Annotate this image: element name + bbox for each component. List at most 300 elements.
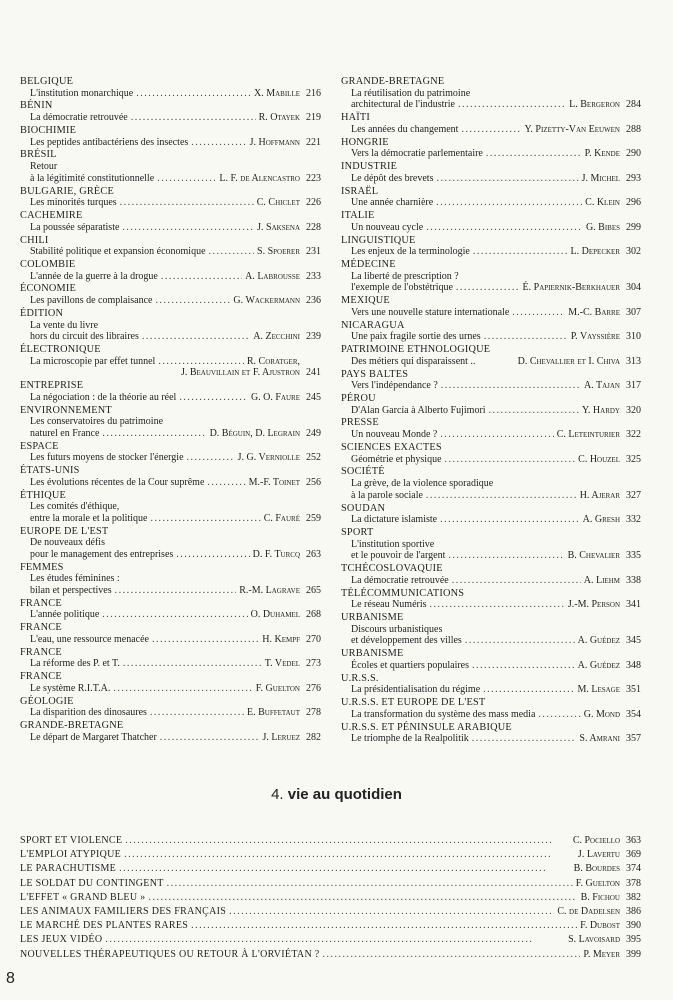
page-ref: 278 <box>306 707 321 719</box>
toc-line <box>341 282 641 294</box>
toc-category: TCHÉCOSLOVAQUIE <box>341 563 443 575</box>
article-author: B. Chevalier <box>567 550 620 562</box>
toc-entry <box>20 526 321 561</box>
article-title: L'eau, une ressource menacée <box>30 633 149 645</box>
leader-dots <box>473 246 568 258</box>
toc-entry <box>20 149 321 184</box>
page-ref: 233 <box>306 270 321 282</box>
article-title: Les enjeux de la terminologie <box>351 246 470 258</box>
page-ref: 338 <box>626 574 641 586</box>
toc-category: SOCIÉTÉ <box>341 466 385 478</box>
toc-line <box>341 660 641 672</box>
leader-dots <box>436 197 582 209</box>
toc-line <box>20 392 321 404</box>
article-title: Un nouveau Monde ? <box>351 429 438 441</box>
toc-line <box>341 197 641 209</box>
article-author: S. Lavoisard <box>568 934 620 946</box>
toc-line <box>20 634 321 646</box>
toc-category: PAYS BALTES <box>341 368 409 380</box>
leader-dots <box>191 919 577 933</box>
toc-entry <box>341 76 641 111</box>
article-title: Un nouveau cycle <box>351 221 424 233</box>
toc-category: FRANCE <box>20 646 62 658</box>
toc-right-column <box>341 76 641 746</box>
toc-category: U.R.S.S. <box>341 672 379 684</box>
article-title: La réforme des P. et T. <box>30 658 120 670</box>
toc-line <box>341 550 641 562</box>
article-title: L'EMPLOI ATYPIQUE <box>20 849 122 861</box>
article-title: LES ANIMAUX FAMILIERS DES FRANÇAIS <box>20 906 227 918</box>
article-author: Y. Hardy <box>582 404 620 416</box>
toc-category: BELGIQUE <box>20 76 74 87</box>
toc-category: URBANISME <box>341 612 404 624</box>
article-title: Une année charnière <box>351 197 434 209</box>
article-author: D. Chevallier et I. Chiva <box>517 355 620 367</box>
article-author: C. de Dadelsen <box>557 906 620 918</box>
toc-entry <box>20 598 321 621</box>
article-title: L'année politique <box>30 609 100 621</box>
leader-dots <box>150 513 260 525</box>
leader-dots <box>426 222 583 234</box>
toc-entry <box>20 647 321 670</box>
leader-dots <box>441 380 581 392</box>
article-author: C. Houzel <box>578 453 620 465</box>
toc-category: MÉDECINE <box>341 258 396 270</box>
toc-entry <box>341 527 641 562</box>
daily-item <box>20 933 641 947</box>
toc-entry <box>341 673 641 696</box>
toc-category: BÉNIN <box>20 100 53 112</box>
toc-entry <box>20 562 321 597</box>
toc-entry <box>341 320 641 343</box>
article-title: La vente du livre <box>30 319 99 331</box>
article-title: Les études féminines : <box>30 573 120 585</box>
article-author: A. Zecchini <box>253 331 300 343</box>
page-ref: 256 <box>306 476 321 488</box>
toc-category: LINGUISTIQUE <box>341 234 416 246</box>
toc-category: ÉCONOMIE <box>20 283 76 295</box>
toc-category: ÉTHIQUE <box>20 489 67 501</box>
article-title: Vers l'indépendance ? <box>351 380 438 392</box>
toc-line <box>341 331 641 343</box>
article-title: Géométrie et physique <box>351 453 442 465</box>
toc-line <box>20 537 321 549</box>
toc-line <box>341 271 641 283</box>
article-author: J. Leruez <box>262 731 300 743</box>
leader-dots <box>430 599 565 611</box>
toc-category: TÉLÉCOMMUNICATIONS <box>341 587 465 599</box>
page-ref: 288 <box>626 123 641 135</box>
article-title: Les années du changement <box>351 123 459 135</box>
article-author: G. Mond <box>583 708 620 720</box>
toc-line <box>20 295 321 307</box>
toc-entry <box>20 210 321 233</box>
article-title: et développement des villes <box>351 635 462 647</box>
article-title: Une paix fragile sortie des urnes <box>351 331 481 343</box>
toc-category: ÉTATS-UNIS <box>20 465 80 477</box>
article-author: H. Ajerar <box>579 489 620 501</box>
article-author: G. Wackermann <box>233 295 300 307</box>
toc-line <box>341 575 641 587</box>
page-ref: 226 <box>306 197 321 209</box>
page-ref: 325 <box>626 453 641 465</box>
article-title: Vers la démocratie parlementaire <box>351 148 483 160</box>
article-title: La négociation : de la théorie au réel <box>30 391 177 403</box>
toc-category: PATRIMOINE ETHNOLOGIQUE <box>341 344 491 356</box>
toc-entry <box>341 648 641 671</box>
toc-category: SCIENCES EXACTES <box>341 441 442 453</box>
leader-dots <box>465 635 575 647</box>
leader-dots <box>158 356 244 368</box>
article-title: Vers une nouvelle stature internationale <box>351 306 510 318</box>
page-ref: 386 <box>626 906 641 918</box>
toc-entry <box>341 210 641 233</box>
toc-entry <box>341 417 641 440</box>
toc-entry <box>341 161 641 184</box>
daily-item <box>20 877 641 891</box>
article-author: F. Dubost <box>580 920 620 932</box>
toc-category: PÉROU <box>341 393 376 404</box>
article-author: O. Duhamel <box>250 609 300 621</box>
toc-category: FEMMES <box>20 561 64 573</box>
leader-dots <box>461 124 521 136</box>
page-ref: 382 <box>626 891 641 903</box>
article-title: bilan et perspectives <box>30 584 112 596</box>
article-title: à la légitimité constitutionnelle <box>30 172 155 184</box>
article-title: entre la morale et la politique <box>30 512 148 524</box>
toc-category: URBANISME <box>341 648 404 660</box>
toc-category: ENVIRONNEMENT <box>20 404 112 416</box>
article-title: L'institution sportive <box>351 538 435 550</box>
page-ref: 282 <box>306 731 321 743</box>
toc-category: NICARAGUA <box>341 319 405 331</box>
article-title: La dictature islamiste <box>351 514 438 526</box>
toc-line <box>341 454 641 466</box>
toc-entry <box>341 612 641 647</box>
toc-entry <box>20 380 321 403</box>
article-author: M. Lesage <box>577 684 620 696</box>
article-title: Les futurs moyens de stocker l'énergie <box>30 452 184 464</box>
page-ref: 348 <box>626 659 641 671</box>
toc-line <box>341 490 641 502</box>
toc-entry <box>341 442 641 465</box>
leader-dots <box>160 732 260 744</box>
article-title: La microscopie par effet tunnel <box>30 355 156 367</box>
toc-category: ENTREPRISE <box>20 380 84 392</box>
toc-line <box>20 271 321 283</box>
toc-entry <box>341 722 641 745</box>
article-title: Le dépôt des brevets <box>351 172 434 184</box>
toc-entry <box>341 588 641 611</box>
toc-line <box>20 222 321 234</box>
toc-entry <box>20 186 321 209</box>
article-author: A. Liehm <box>583 574 620 586</box>
article-title: La démocratie retrouvée <box>30 112 128 124</box>
page-ref: 263 <box>306 548 321 560</box>
page-ref: 363 <box>626 835 641 846</box>
article-author: J. Saksena <box>257 221 300 233</box>
toc-line <box>20 683 321 695</box>
article-author: A. Guédez <box>577 659 620 671</box>
toc-line <box>20 501 321 513</box>
article-author: H. Kempf <box>262 633 300 645</box>
toc-line <box>20 173 321 185</box>
page-ref: 290 <box>626 148 641 160</box>
page-ref: 335 <box>626 550 641 562</box>
page-ref: 341 <box>626 599 641 611</box>
toc-line <box>20 320 321 332</box>
page-ref: 249 <box>306 427 321 439</box>
article-title: et le pouvoir de l'argent <box>351 550 446 562</box>
article-author: J.-M. Person <box>567 599 620 611</box>
toc-category: HONGRIE <box>341 136 389 148</box>
daily-item <box>20 948 641 962</box>
leader-dots <box>176 549 249 561</box>
leader-dots <box>102 428 206 440</box>
toc-category: BIOCHIMIE <box>20 124 77 136</box>
leader-dots <box>472 660 575 672</box>
toc-line <box>20 88 321 100</box>
page-ref: 378 <box>626 877 641 889</box>
toc-line <box>341 684 641 696</box>
article-title: Le départ de Margaret Thatcher <box>30 731 157 743</box>
section-title-text: vie au quotidien <box>287 786 402 803</box>
toc-category: GRANDE-BRETAGNE <box>20 720 124 732</box>
page-ref: 239 <box>306 331 321 343</box>
article-title: Stabilité politique et expansion économique <box>30 246 206 258</box>
toc-left-column <box>20 76 321 745</box>
page-ref: 236 <box>306 295 321 307</box>
page-ref: 231 <box>306 246 321 258</box>
article-title: L'institution monarchique <box>30 87 134 99</box>
toc-entry <box>20 344 321 379</box>
toc-category: BULGARIE, GRÈCE <box>20 185 114 197</box>
page-ref: 259 <box>306 512 321 524</box>
toc-entry <box>341 295 641 318</box>
section-title <box>0 786 673 803</box>
article-author: B. Fichou <box>580 891 620 903</box>
page-ref: 399 <box>626 948 641 960</box>
article-author: A. Guédez <box>577 635 620 647</box>
leader-dots <box>123 658 262 670</box>
toc-category: SPORT <box>341 527 374 539</box>
leader-dots <box>155 295 230 307</box>
article-title: Les évolutions récentes de la Cour suprême <box>30 476 205 488</box>
article-title: Des métiers qui disparaissent .. <box>351 355 476 367</box>
toc-line <box>20 161 321 173</box>
article-title: Les pavillons de complaisance <box>30 295 153 307</box>
toc-line <box>341 624 641 636</box>
article-author: J. G. Vernioll​e <box>237 452 300 464</box>
toc-category: FRANCE <box>20 622 62 634</box>
leader-dots <box>157 173 216 185</box>
leader-dots <box>161 271 242 283</box>
leader-dots <box>452 575 581 587</box>
page-ref: 322 <box>626 429 641 441</box>
leader-dots <box>191 137 246 149</box>
article-author: R. Coratger, <box>246 355 300 367</box>
page-ref: 245 <box>306 391 321 403</box>
toc-entry <box>341 186 641 209</box>
toc-entry <box>20 100 321 123</box>
article-author: G. Bibes <box>585 221 620 233</box>
toc-entry <box>20 465 321 488</box>
article-author: L. Bergeron <box>569 99 620 111</box>
leader-dots <box>122 222 254 234</box>
toc-line <box>20 549 321 561</box>
toc-line <box>20 513 321 525</box>
page-ref: 374 <box>626 863 641 875</box>
toc-line <box>20 416 321 428</box>
article-title: LE MARCHÉ DES PLANTES RARES <box>20 920 189 932</box>
article-author: P. Meyer <box>583 948 620 960</box>
article-title: Les conservatoires du patrimoine <box>30 416 164 428</box>
toc-category: GRANDE-BRETAGNE <box>341 76 445 87</box>
toc-entry <box>341 466 641 501</box>
toc-category: FRANCE <box>20 671 62 683</box>
toc-entry <box>20 125 321 148</box>
article-author: Y. Pizetty-Van Eeuwen <box>524 123 620 135</box>
toc-entry <box>20 259 321 282</box>
leader-dots <box>102 609 247 621</box>
article-author: M.-C. Barre <box>568 306 620 318</box>
leader-dots <box>483 684 574 696</box>
toc-line <box>341 99 641 111</box>
article-author: P. Vayssière <box>570 331 620 343</box>
toc-line <box>20 428 321 440</box>
toc-entry <box>341 137 641 160</box>
leader-dots <box>142 331 250 343</box>
leader-dots <box>440 514 580 526</box>
toc-line <box>341 405 641 417</box>
article-title: De nouveaux défis <box>30 537 105 549</box>
leader-dots <box>152 634 259 646</box>
toc-line <box>20 137 321 149</box>
article-title: Discours urbanistiques <box>351 623 443 635</box>
toc-category: PRESSE <box>341 417 379 429</box>
toc-category: ISRAËL <box>341 185 379 197</box>
article-author: A. Labrousse <box>245 270 300 282</box>
toc-line <box>341 356 641 368</box>
article-author: A. Tajan <box>583 380 620 392</box>
toc-line <box>341 709 641 721</box>
toc-entry <box>341 393 641 416</box>
article-author: D. F. Turcq <box>252 548 300 560</box>
leader-dots <box>538 709 580 721</box>
page-ref: 317 <box>626 380 641 392</box>
article-title: Le réseau Numéris <box>351 599 427 611</box>
page-ref: 304 <box>626 282 641 294</box>
daily-item <box>20 862 641 876</box>
leader-dots <box>150 707 244 719</box>
page-number: 8 <box>6 970 15 987</box>
leader-dots <box>119 862 571 876</box>
article-title: La démocratie retrouvée <box>351 574 449 586</box>
daily-item <box>20 905 641 919</box>
article-title: pour le management des entreprises <box>30 548 174 560</box>
leader-dots <box>436 173 578 185</box>
article-title: LE SOLDAT DU CONTINGENT <box>20 877 164 889</box>
toc-line <box>20 452 321 464</box>
leader-dots <box>167 877 573 891</box>
page-ref: 320 <box>626 404 641 416</box>
leader-dots <box>125 834 570 848</box>
article-title: Retour <box>30 161 58 173</box>
page-ref: 228 <box>306 221 321 233</box>
toc-category: U.R.S.S. ET EUROPE DE L'EST <box>341 697 486 709</box>
article-title: La réutilisation du patrimoine <box>351 87 471 99</box>
toc-line <box>341 478 641 490</box>
toc-entry <box>20 720 321 743</box>
article-author: R.-M. Lagrave <box>239 584 300 596</box>
article-title: La disparition des dinosaures <box>30 707 147 719</box>
article-author: T. Vedel <box>264 658 300 670</box>
article-author: J. Michel <box>581 172 620 184</box>
page-ref: 221 <box>306 136 321 148</box>
toc-line <box>341 246 641 258</box>
toc-line <box>341 514 641 526</box>
article-author: J. Hoffmann <box>249 136 300 148</box>
leader-dots <box>484 331 568 343</box>
toc-entry <box>341 697 641 720</box>
article-author: L. Depecker <box>570 246 620 258</box>
toc-line <box>341 173 641 185</box>
page-ref: 310 <box>626 331 641 343</box>
toc-line <box>20 356 321 368</box>
toc-category: ÉLECTRONIQUE <box>20 344 101 356</box>
leader-dots <box>458 99 566 111</box>
toc-line <box>341 222 641 234</box>
toc-line <box>341 733 641 745</box>
toc-line <box>20 331 321 343</box>
page-ref: 252 <box>306 452 321 464</box>
toc-line <box>20 112 321 124</box>
article-author: F. Guelton <box>255 682 300 694</box>
toc-line <box>20 707 321 719</box>
article-author: C. Chiclet <box>256 197 300 209</box>
article-title: La poussée séparatiste <box>30 221 120 233</box>
leader-dots <box>448 550 564 562</box>
toc-category: BRÉSIL <box>20 149 57 161</box>
leader-dots <box>472 733 577 745</box>
page-ref: 345 <box>626 635 641 647</box>
leader-dots <box>131 112 256 124</box>
page-ref: 395 <box>626 934 641 946</box>
leader-dots <box>115 585 237 597</box>
section-number: 4. <box>271 786 284 803</box>
article-title: L'année de la guerre à la drogue <box>30 270 158 282</box>
page-ref: 265 <box>306 584 321 596</box>
toc-category: CHILI <box>20 234 49 246</box>
leader-dots <box>179 392 248 404</box>
article-title: LE PARACHUTISME <box>20 863 117 875</box>
toc-category: SOUDAN <box>341 502 386 514</box>
page-ref: 268 <box>306 609 321 621</box>
toc-entry <box>20 405 321 440</box>
article-author: J. Beauvillain et F. Ajustron <box>180 367 300 379</box>
article-author: C. Pociello <box>572 835 620 846</box>
article-author: D. Béguin, D. Legrain <box>209 427 300 439</box>
toc-line <box>20 197 321 209</box>
toc-category: EUROPE DE L'EST <box>20 525 109 537</box>
page-ref: 219 <box>306 112 321 124</box>
article-title: Écoles et quartiers populaires <box>351 659 470 671</box>
article-title: Le système R.I.T.A. <box>30 682 111 694</box>
article-author: C. Fauré <box>263 512 300 524</box>
page-ref: 332 <box>626 514 641 526</box>
page-ref: 276 <box>306 682 321 694</box>
toc-category: HAÏTI <box>341 112 371 124</box>
